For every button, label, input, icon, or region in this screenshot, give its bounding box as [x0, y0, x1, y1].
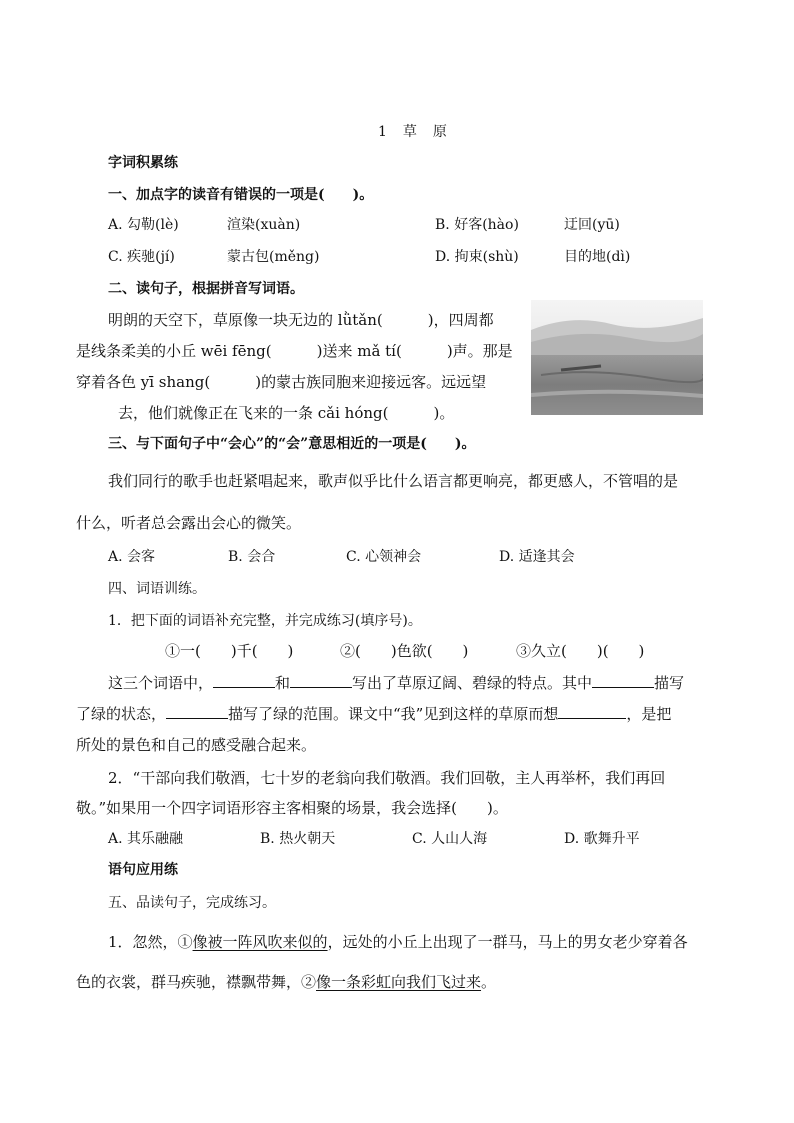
passage-line: 什么，听者总会露出会心的微笑。 [76, 514, 302, 532]
fill-line-1 [108, 672, 684, 693]
option-a: A. 勾勒(lè) [108, 217, 179, 233]
answer-blank[interactable] [290, 673, 352, 688]
answer-blank[interactable] [592, 673, 654, 688]
option-c-word2: 蒙古包(měng) [227, 249, 320, 265]
question-heading: 二、读句子，根据拼音写词语。 [108, 281, 304, 297]
option-c: C. 人山人海 [412, 831, 488, 847]
sub-question: 敬。”如果用一个四字词语形容主客相聚的场景，我会选择( )。 [76, 799, 508, 817]
idiom-3: ③久立( )( ) [516, 642, 645, 660]
passage-line: 我们同行的歌手也赶紧唱起来，歌声似乎比什么语言都更响亮，都更感人，不管唱的是 [108, 472, 679, 490]
text: 色的衣裳，群马疾驰，襟飘带舞，② [76, 973, 317, 991]
text: 这三个词语中， [108, 674, 214, 692]
option-b: B. 会合 [228, 549, 276, 565]
section-header: 字词积累练 [108, 155, 178, 171]
question-heading: 五、品读句子，完成练习。 [108, 895, 276, 911]
text: 。 [481, 973, 497, 991]
option-a-word2: 渲染(xuàn) [227, 217, 301, 233]
underlined-phrase-1: 像被一阵风吹来似的 [192, 933, 328, 951]
question-heading: 一、加点字的读音有错误的一项是( )。 [108, 187, 374, 203]
passage-line: 是线条柔美的小丘 wēi fēng( )送来 mǎ tí( )声。那是 [76, 342, 513, 360]
option-d-word2: 目的地(dì) [564, 249, 631, 265]
option-d: D. 歌舞升平 [564, 831, 640, 847]
passage-line: 所处的景色和自己的感受融合起来。 [76, 736, 317, 754]
sub-question: 2．“干部向我们敬酒，七十岁的老翁向我们敬酒。我们回敬，主人再举杯，我们再回 [108, 769, 666, 787]
option-a: A. 会客 [108, 549, 156, 565]
idiom-2: ②( )色欲( ) [340, 642, 469, 660]
text: 了绿的状态， [76, 705, 167, 723]
passage-line: 穿着各色 yī shang( )的蒙古族同胞来迎接远客。远远望 [76, 373, 487, 391]
option-c: C. 疾驰(jí) [108, 249, 175, 265]
option-b: B. 热火朝天 [260, 831, 336, 847]
option-b-word2: 迂回(yū) [564, 217, 620, 233]
question-heading: 四、词语训练。 [108, 581, 206, 597]
option-b: B. 好客(hào) [435, 217, 519, 233]
option-d: D. 拘束(shù) [435, 249, 519, 265]
question-heading: 三、与下面句子中“会心”的“会”意思相近的一项是( )。 [108, 436, 476, 452]
text: 描写了绿的范围。课文中“我”见到这样的草原而想 [228, 705, 559, 723]
answer-blank[interactable] [558, 704, 626, 719]
page-title: 1 草 原 [378, 124, 448, 140]
text: ，是把 [626, 705, 672, 723]
underlined-phrase-2: 像一条彩虹向我们飞过来 [316, 973, 482, 991]
answer-blank[interactable] [166, 704, 228, 719]
text: 和 [275, 674, 291, 692]
fill-line-2 [76, 703, 671, 724]
grassland-photo [531, 300, 703, 415]
answer-blank[interactable] [213, 673, 275, 688]
text: 1．忽然，① [108, 933, 193, 951]
option-d: D. 适逢其会 [499, 549, 575, 565]
text: 写出了草原辽阔、碧绿的特点。其中 [352, 674, 593, 692]
text: ，远处的小丘上出现了一群马，马上的男女老少穿着各 [327, 933, 688, 951]
quote-line-2 [76, 971, 496, 992]
passage-line: 去，他们就像正在飞来的一条 cǎi hóng( )。 [118, 404, 455, 422]
sub-question: 1．把下面的词语补充完整，并完成练习(填序号)。 [108, 613, 422, 629]
section-header: 语句应用练 [108, 862, 178, 878]
text: 描写 [654, 674, 685, 692]
option-a: A. 其乐融融 [108, 831, 184, 847]
passage-line: 明朗的天空下，草原像一块无边的 lǜtǎn( )，四周都 [108, 311, 494, 329]
quote-line-1 [108, 931, 688, 952]
idiom-1: ①一( )千( ) [165, 642, 294, 660]
option-c: C. 心领神会 [346, 549, 422, 565]
